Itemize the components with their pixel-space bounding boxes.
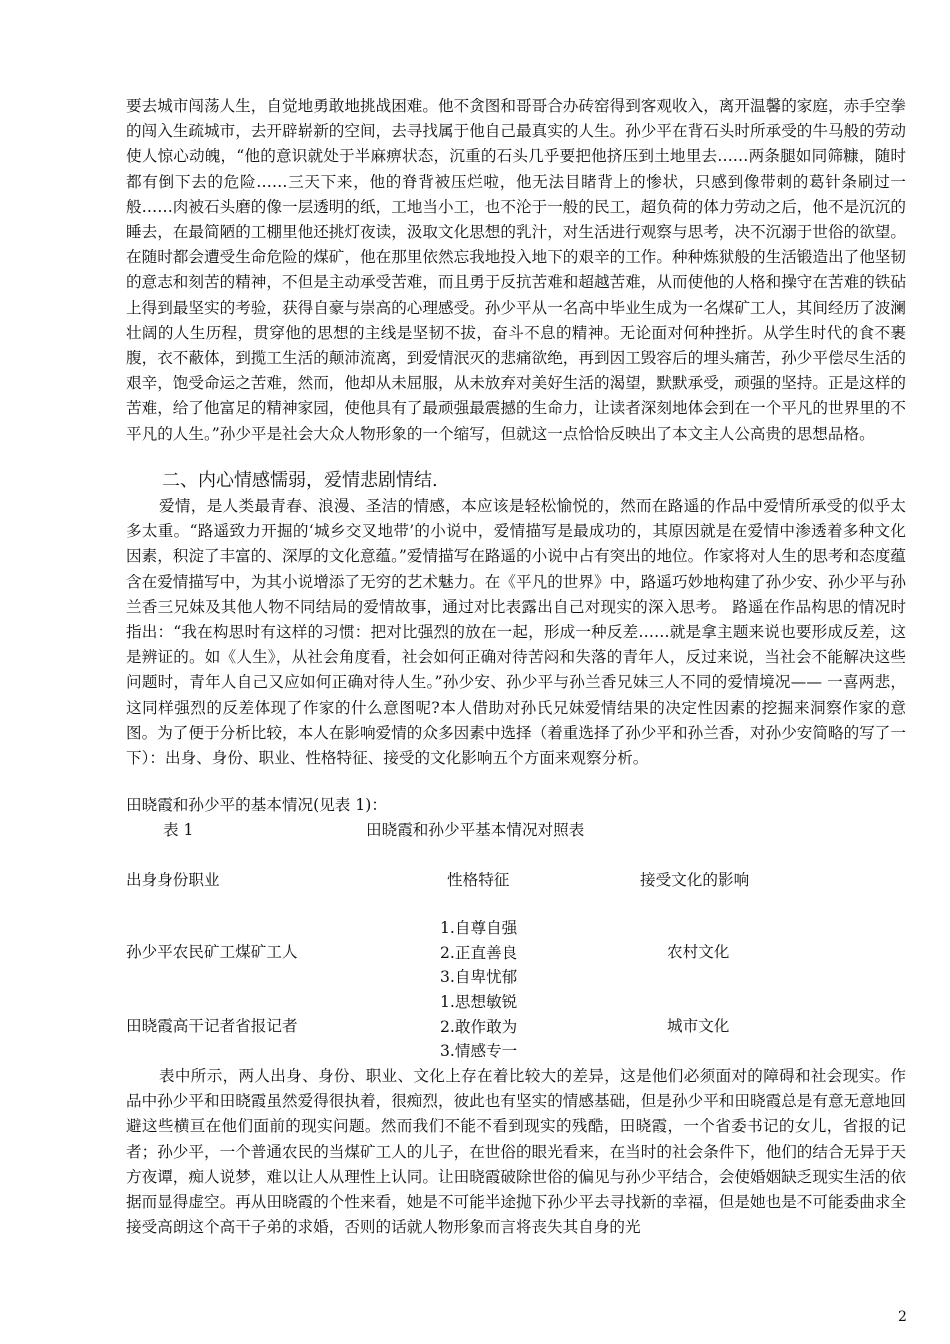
table-title: 田晓霞和孙少平基本情况对照表: [366, 821, 585, 839]
table-label: 表 1: [163, 821, 194, 839]
table-header: 性格特征: [447, 871, 510, 889]
section-heading: 二、内心情感懦弱，爱情悲剧情结.: [162, 470, 438, 491]
trait-item: 2.敢作敢为: [440, 1017, 518, 1036]
page-number: 2: [898, 1309, 907, 1325]
paragraph-love: 爱情，是人类最青春、浪漫、圣洁的情感，本应该是轻松愉悦的，然而在路遥的作品中爱情所承受的似乎太多太重。“路遥致力开掘的‘城乡交叉地带’的小说中，爱情描写是最成功的，其原因就是在爱情中渗透着多种文化因素，积淀了丰富的、深厚的文化意蕴。”爱情描写在路遥的小说中占有突出的地位。作家将对人生的思考和态度蕴含在爱情描写中，为其小说增添了无穷的艺术魅力。在《平凡的世界》中，路遥巧妙地构建了孙少安、孙少平与孙兰香三兄妹及其他人物不同结局的爱情故事，通过对比表露出自己对现实的深入思考。 路遥在作品构思的情况时指出：“我在构思时有这样的习惯：把对比强烈的放在一起，形成一种反差……就是拿主题来说也要形成反差，这是辨证的。如《人生》，从社会角度看，社会如何正确对待苦闷和失落的青年人，反过来说，当社会不能解决这些问题时，青年人自己又应如何正确对待人生。”孙少安、孙少平与孙兰香兄妹三人不同的爱情境况—— 一喜两悲，这同样强烈的反差体现了作家的什么意图呢?本人借助对孙氏兄妹爱情结果的决定性因素的挖掘来洞察作家的意图。为了便于分析比较，本人在影响爱情的众多因素中选择（着重选择了孙少平和孙兰香，对孙少安简略的写了一下）：出身、身份、职业、性格特征、接受的文化影响五个方面来观察分析。: [126, 497, 906, 768]
table-cell-traits: [440, 916, 517, 990]
trait-item: 2.正直善良: [440, 943, 518, 962]
trait-item: 3.情感专一: [440, 1042, 518, 1061]
table-cell-person: 孙少平农民矿工煤矿工人: [126, 943, 298, 961]
table-header: 出身身份职业: [126, 871, 220, 889]
table-cell-culture: 城市文化: [667, 1017, 730, 1035]
paragraph-after-table: 表中所示，两人出身、身份、职业、文化上存在着比较大的差异，这是他们必须面对的障碍和社会现实。作品中孙少平和田晓霞虽然爱得很执着，很痴烈，彼此也有坚实的情感基础，但是孙少平和田晓霞总是有意无意地回避这些横亘在他们面前的现实问题。然而我们不能不看到现实的残酷，田晓霞，一个省委书记的女儿，省报的记者；孙少平，一个普通农民的当煤矿工人的儿子，在世俗的眼光看来，在当时的社会条件下，他们的结合无异于天方夜谭，痴人说梦，难以让人从理性上认同。让田晓霞破除世俗的偏见与孙少平结合，会使婚姻缺乏现实生活的依据而显得虚空。再从田晓霞的个性来看，她是不可能半途抛下孙少平去寻找新的幸福，但是她也是不可能委曲求全接受高朗这个高干子弟的求婚，否则的话就人物形象而言将丧失其自身的光: [126, 1067, 906, 1237]
table-cell-culture: 农村文化: [667, 943, 730, 961]
table-cell-person: 田晓霞高干记者省报记者: [126, 1017, 298, 1035]
table-cell-traits: [440, 990, 517, 1064]
table-header: 接受文化的影响: [640, 871, 750, 889]
table-intro: 田晓霞和孙少平的基本情况(见表 1)：: [126, 796, 387, 814]
trait-item: 3.自卑忧郁: [440, 968, 518, 987]
trait-item: 1.自尊自强: [440, 919, 518, 937]
paragraph-continuation: 要去城市闯荡人生，自觉地勇敢地挑战困难。他不贪图和哥哥合办砖窑得到客观收入，离开温馨的家庭，赤手空拳的闯入生疏城市，去开辟崭新的空间，去寻找属于他自己最真实的人生。孙少平在背石头时所承受的牛马般的劳动使人惊心动魄，“他的意识就处于半麻痹状态，沉重的石头几乎要把他挤压到土地里去……两条腿如同筛糠，随时都有倒下去的危险……三天下来，他的脊背被压烂啦，他无法目睹背上的惨状，只感到像带刺的葛针条刷过一般……肉被石头磨的像一层透明的纸，工地当小工，也不沦于一般的民工，超负荷的体力劳动之后，他不是沉沉的睡去，在最简陋的工棚里他还挑灯夜读，汲取文化思想的乳汁，对生活进行观察与思考，决不沉溺于世俗的欲望。在随时都会遭受生命危险的煤矿，他在那里依然忘我地投入地下的艰辛的工作。种种炼狱般的生活锻造出了他坚韧的意志和刻苦的精神，不但是主动承受苦难，而且勇于反抗苦难和超越苦难，从而使他的人格和操守在苦难的铁砧上得到最坚实的考验，获得自豪与崇高的心理感受。孙少平从一名高中毕业生成为一名煤矿工人，其间经历了波澜壮阔的人生历程，贯穿他的思想的主线是坚韧不拔，奋斗不息的精神。无论面对何种挫折。从学生时代的食不裹腹，衣不蔽体，到揽工生活的颠沛流离，到爱情泯灭的悲痛欲绝，再到因工毁容后的埋头痛苦，孙少平偿尽生活的艰辛，饱受命运之苦难，然而，他却从未屈服，从未放弃对美好生活的渴望，默默承受，顽强的坚持。正是这样的苦难，给了他富足的精神家园，使他具有了最顽强最震撼的生命力，让读者深刻地体会到在一个平凡的世界里的不平凡的人生。”孙少平是社会大众人物形象的一个缩写，但就这一点恰恰反映出了本文主人公高贵的思想品格。: [126, 97, 906, 443]
trait-item: 1.思想敏锐: [440, 993, 518, 1011]
